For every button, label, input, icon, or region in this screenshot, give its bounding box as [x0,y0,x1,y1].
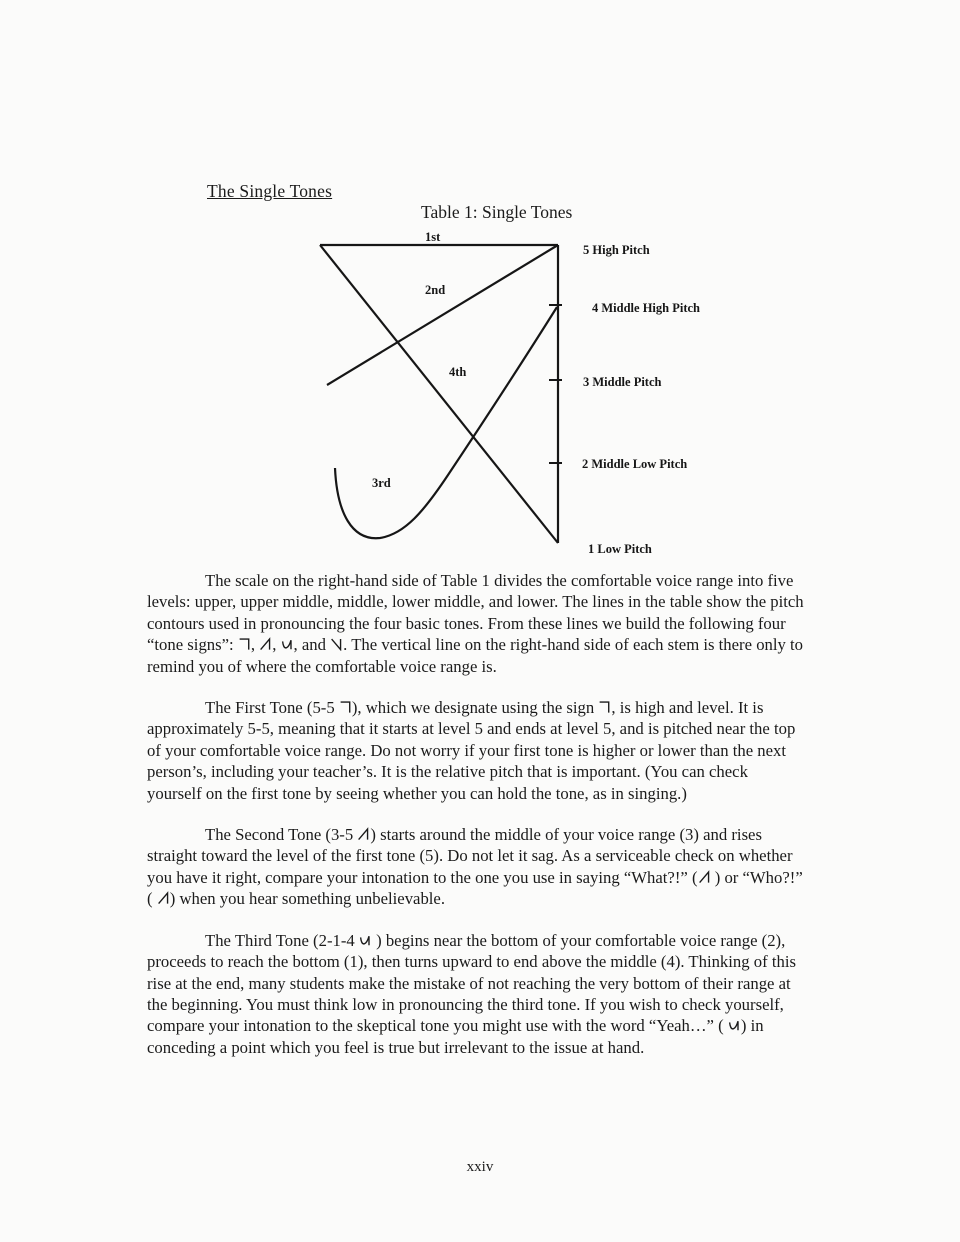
second-tone-label: 2nd [425,283,446,297]
scale-label-2: 2 Middle Low Pitch [582,457,688,471]
section-heading: The Single Tones [207,181,333,201]
pitch-contour-diagram [300,228,710,562]
second-tone-sign-icon [698,869,711,884]
third-tone-curve [335,307,557,538]
paragraph: The Second Tone (3-5 ) starts around the middle of your voice range (3) and rises straight toward the level of the first tone (5). Do not let it sag. As a serviceable check on whether you have it right, compare your intonation to the one you use in saying “What?!” ( ) or “Who?!” ( ) when you hear something unbelievable. [147,825,803,909]
first-tone-label: 1st [425,230,441,244]
second-tone-sign-icon [157,890,170,905]
first-tone-sign-icon [339,699,352,714]
third-tone-sign-icon [281,636,294,651]
third-tone-label: 3rd [372,476,391,490]
first-tone-sign-icon [238,636,251,651]
page-number: xxiv [466,1159,494,1175]
third-tone-sign-icon [728,1017,741,1032]
paragraph: The Third Tone (2-1-4 ) begins near the bottom of your comfortable voice range (2), proceeds to reach the bottom (1), then turns upward to end above the middle (4). Thinking of this rise at the end, many students make the mistake of not reaching the very bottom of their range at the beginning. You must think low in pronouncing the third tone. If you wish to check yourself, compare your intonation to the skeptical tone you might use with the word “Yeah…” ( ) in conceding a point which you feel is true but irrelevant to the issue at hand. [147,930,796,1057]
scale-label-1: 1 Low Pitch [588,542,652,556]
scale-label-3: 3 Middle Pitch [583,375,662,389]
second-tone-line [327,245,558,385]
third-tone-sign-icon [359,932,372,947]
scale-label-4: 4 Middle High Pitch [592,301,700,315]
first-tone-sign-icon [598,699,611,714]
paragraph: The First Tone (5-5 ), which we designate using the sign , is high and level. It is approximately 5-5, meaning that it starts at level 5 and ends at level 5, and is pitched near the top of your comfortable voice range. Do not worry if your first tone is higher or lower than the next person’s, including your teacher’s. It is the relative pitch that is important. (You can check yourself on the first tone by seeing whether you can hold the tone, as in singing.) [147,698,796,803]
fourth-tone-sign-icon [330,636,343,651]
fourth-tone-label: 4th [449,365,467,379]
paragraph: The scale on the right-hand side of Table 1 divides the comfortable voice range into five levels: upper, upper middle, middle, lower middle, and lower. The lines in the table show the pitch contours used in pronouncing the four basic tones. From these lines we build the following four “tone signs”: , , , and . The vertical line on the right-hand side of each stem is there only to remind you of where the comfortable voice range is. [147,571,804,676]
second-tone-sign-icon [357,826,370,841]
scale-label-5: 5 High Pitch [583,243,650,257]
table-title: Table 1: Single Tones [421,202,573,222]
body-paragraphs [147,570,805,1078]
diagram-canvas [300,228,710,562]
second-tone-sign-icon [259,636,272,651]
